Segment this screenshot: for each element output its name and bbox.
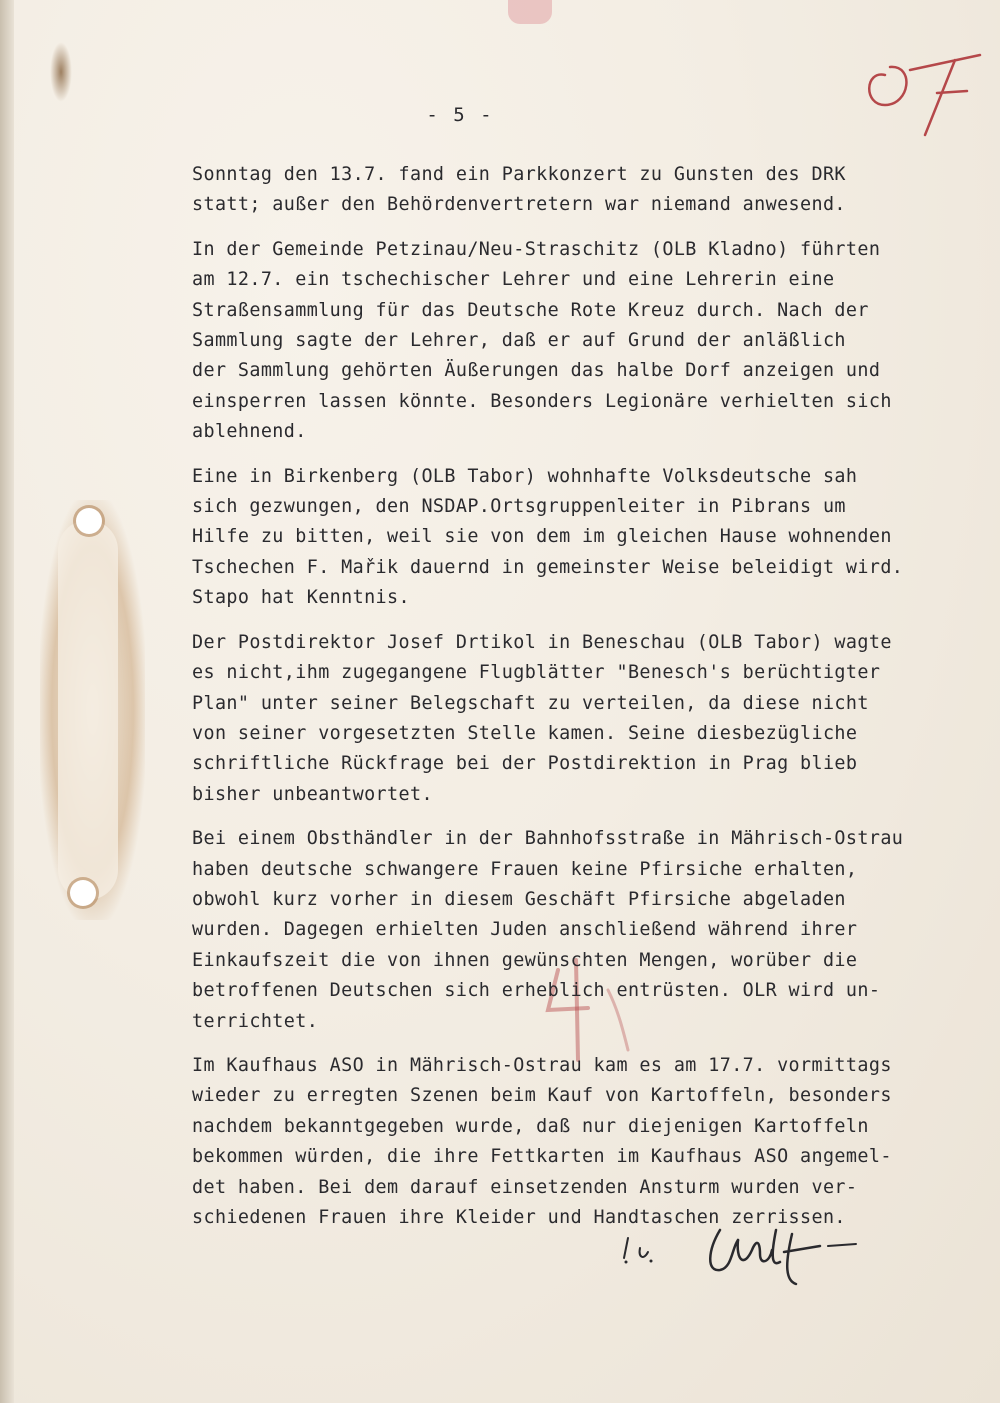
- handwritten-signature: [620, 1210, 860, 1290]
- paragraph-birkenberg: Eine in Birkenberg (OLB Tabor) wohnhafte Volksdeutsche sah sich gezwungen, den NSDAP.Ortsgruppenleiter in Pibrans um Hilfe zu bitten, weil sie von dem im gleichen Hause wohnenden Tschechen F. Mařik dauernd in gemeinster Weise beleidigt wird. Stapo hat Kenntnis.: [192, 465, 904, 609]
- paragraph-obsthaendler: Bei einem Obsthändler in der Bahnhofsstraße in Mährisch-Ostrau haben deutsche schwangere Frauen keine Pfirsiche erhalten, obwohl kurz vorher in diesem Geschäft Pfirsiche abgeladen wurden. Dagegen erhielten Juden anschließend während ihrer Einkaufszeit die von ihnen gewünschten Mengen, worüber die betroffenen Deutschen sich erheblich entrüsten. OLR wird un- terrichtet.: [192, 828, 904, 1032]
- document-body: [192, 160, 952, 1247]
- pink-stamp-fragment: [508, 0, 552, 24]
- paragraph-parkkonzert: Sonntag den 13.7. fand ein Parkkonzert zu Gunsten des DRK statt; außer den Behördenvertretern war niemand anwesend.: [192, 164, 846, 216]
- page-edge-shadow: [0, 0, 14, 1403]
- punch-hole-bottom: [70, 880, 96, 906]
- paragraph-kaufhaus-aso: Im Kaufhaus ASO in Mährisch-Ostrau kam es am 17.7. vormittags wieder zu erregten Szenen beim Kauf von Kartoffeln, besonders nachdem bekanntgegeben wurde, daß nur diejenigen Kartoffeln bekommen würden, die ihre Fettkarten im Kaufhaus ASO angemel- det haben. Bei dem darauf einsetzenden Ansturm wurden ver- schiedenen Frauen ihre Kleider und Handtaschen zerrissen.: [192, 1054, 892, 1228]
- binding-stain-center: [58, 520, 118, 900]
- punch-hole-top: [76, 508, 102, 534]
- paragraph-beneschau: Der Postdirektor Josef Drtikol in Beneschau (OLB Tabor) wagte es nicht,ihm zugegangene Flugblätter "Benesch's berüchtigter Plan" unter seiner Belegschaft zu verteilen, da diese nicht von seiner vorgesetzten Stelle kamen. Seine diesbezügliche schriftliche Rückfrage bei der Postdirektion in Prag blieb bisher unbeantwortet.: [192, 631, 892, 805]
- page-number: - 5 -: [426, 104, 494, 126]
- rust-mark: [50, 42, 72, 102]
- folio-number-handwritten: [855, 25, 995, 145]
- paragraph-petzinau: In der Gemeinde Petzinau/Neu-Straschitz (OLB Kladno) führten am 12.7. ein tschechischer Lehrer und eine Lehrerin eine Straßensammlung für das Deutsche Rote Kreuz durch. Nach der Sammlung sagte der Lehrer, daß er auf Grund der anläßlich der Sammlung gehörten Äußerungen das halbe Dorf anzeigen und einsperren lassen könnte. Besonders Legionäre verhielten sich ablehnend.: [192, 238, 892, 443]
